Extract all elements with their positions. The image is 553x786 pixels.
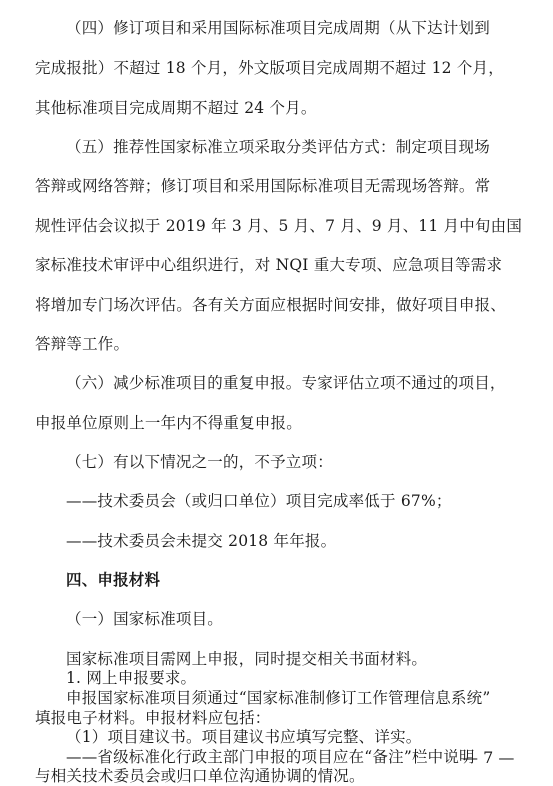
text-line: （七）有以下情况之一的，不予立项：: [66, 453, 333, 471]
text-line: 规性评估会议拟于 2019 年 3 月、5 月、7 月、9 月、11 月中旬由国: [35, 217, 523, 235]
section-heading: 四、申报材料: [66, 571, 161, 589]
text-line: 其他标准项目完成周期不超过 24 个月。: [35, 99, 317, 117]
text-line: 答辩等工作。: [35, 335, 130, 353]
text-line: （五）推荐性国家标准立项采取分类评估方式：制定项目现场: [66, 138, 490, 156]
text-line: 申报国家标准项目须通过“国家标准制修订工作管理信息系统”: [66, 689, 491, 707]
text-line: （一）国家标准项目。: [66, 610, 224, 628]
text-line: 填报电子材料。申报材料应包括：: [35, 709, 271, 727]
page-number: — 7 —: [462, 748, 515, 767]
text-line: 家标准技术审评中心组织进行，对 NQI 重大专项、应急项目等需求: [35, 256, 503, 274]
text-line: （四）修订项目和采用国际标准项目完成周期（从下达计划到: [66, 19, 490, 37]
text-line: （1）项目建议书。项目建议书应填写完整、详实。: [66, 728, 422, 746]
text-line: 答辩或网络答辩；修订项目和采用国际标准项目无需现场答辩。常: [35, 177, 491, 195]
text-line: 1. 网上申报要求。: [66, 669, 197, 687]
text-line: 将增加专门场次评估。各有关方面应根据时间安排，做好项目申报、: [35, 296, 507, 314]
text-line: 完成报批）不超过 18 个月，外文版项目完成周期不超过 12 个月，: [35, 59, 504, 77]
text-line: 国家标准项目需网上申报，同时提交相关书面材料。: [66, 650, 428, 668]
text-line: ——技术委员会（或归口单位）项目完成率低于 67%；: [66, 492, 452, 510]
text-line: ——省级标准化行政主部门申报的项目应在“备注”栏中说明: [66, 748, 475, 766]
text-line: 与相关技术委员会或归口单位沟通协调的情况。: [35, 767, 365, 785]
text-line: 申报单位原则上一年内不得重复申报。: [35, 414, 302, 432]
text-line: （六）减少标准项目的重复申报。专家评估立项不通过的项目，: [66, 374, 506, 392]
text-line: ——技术委员会未提交 2018 年年报。: [66, 532, 337, 550]
